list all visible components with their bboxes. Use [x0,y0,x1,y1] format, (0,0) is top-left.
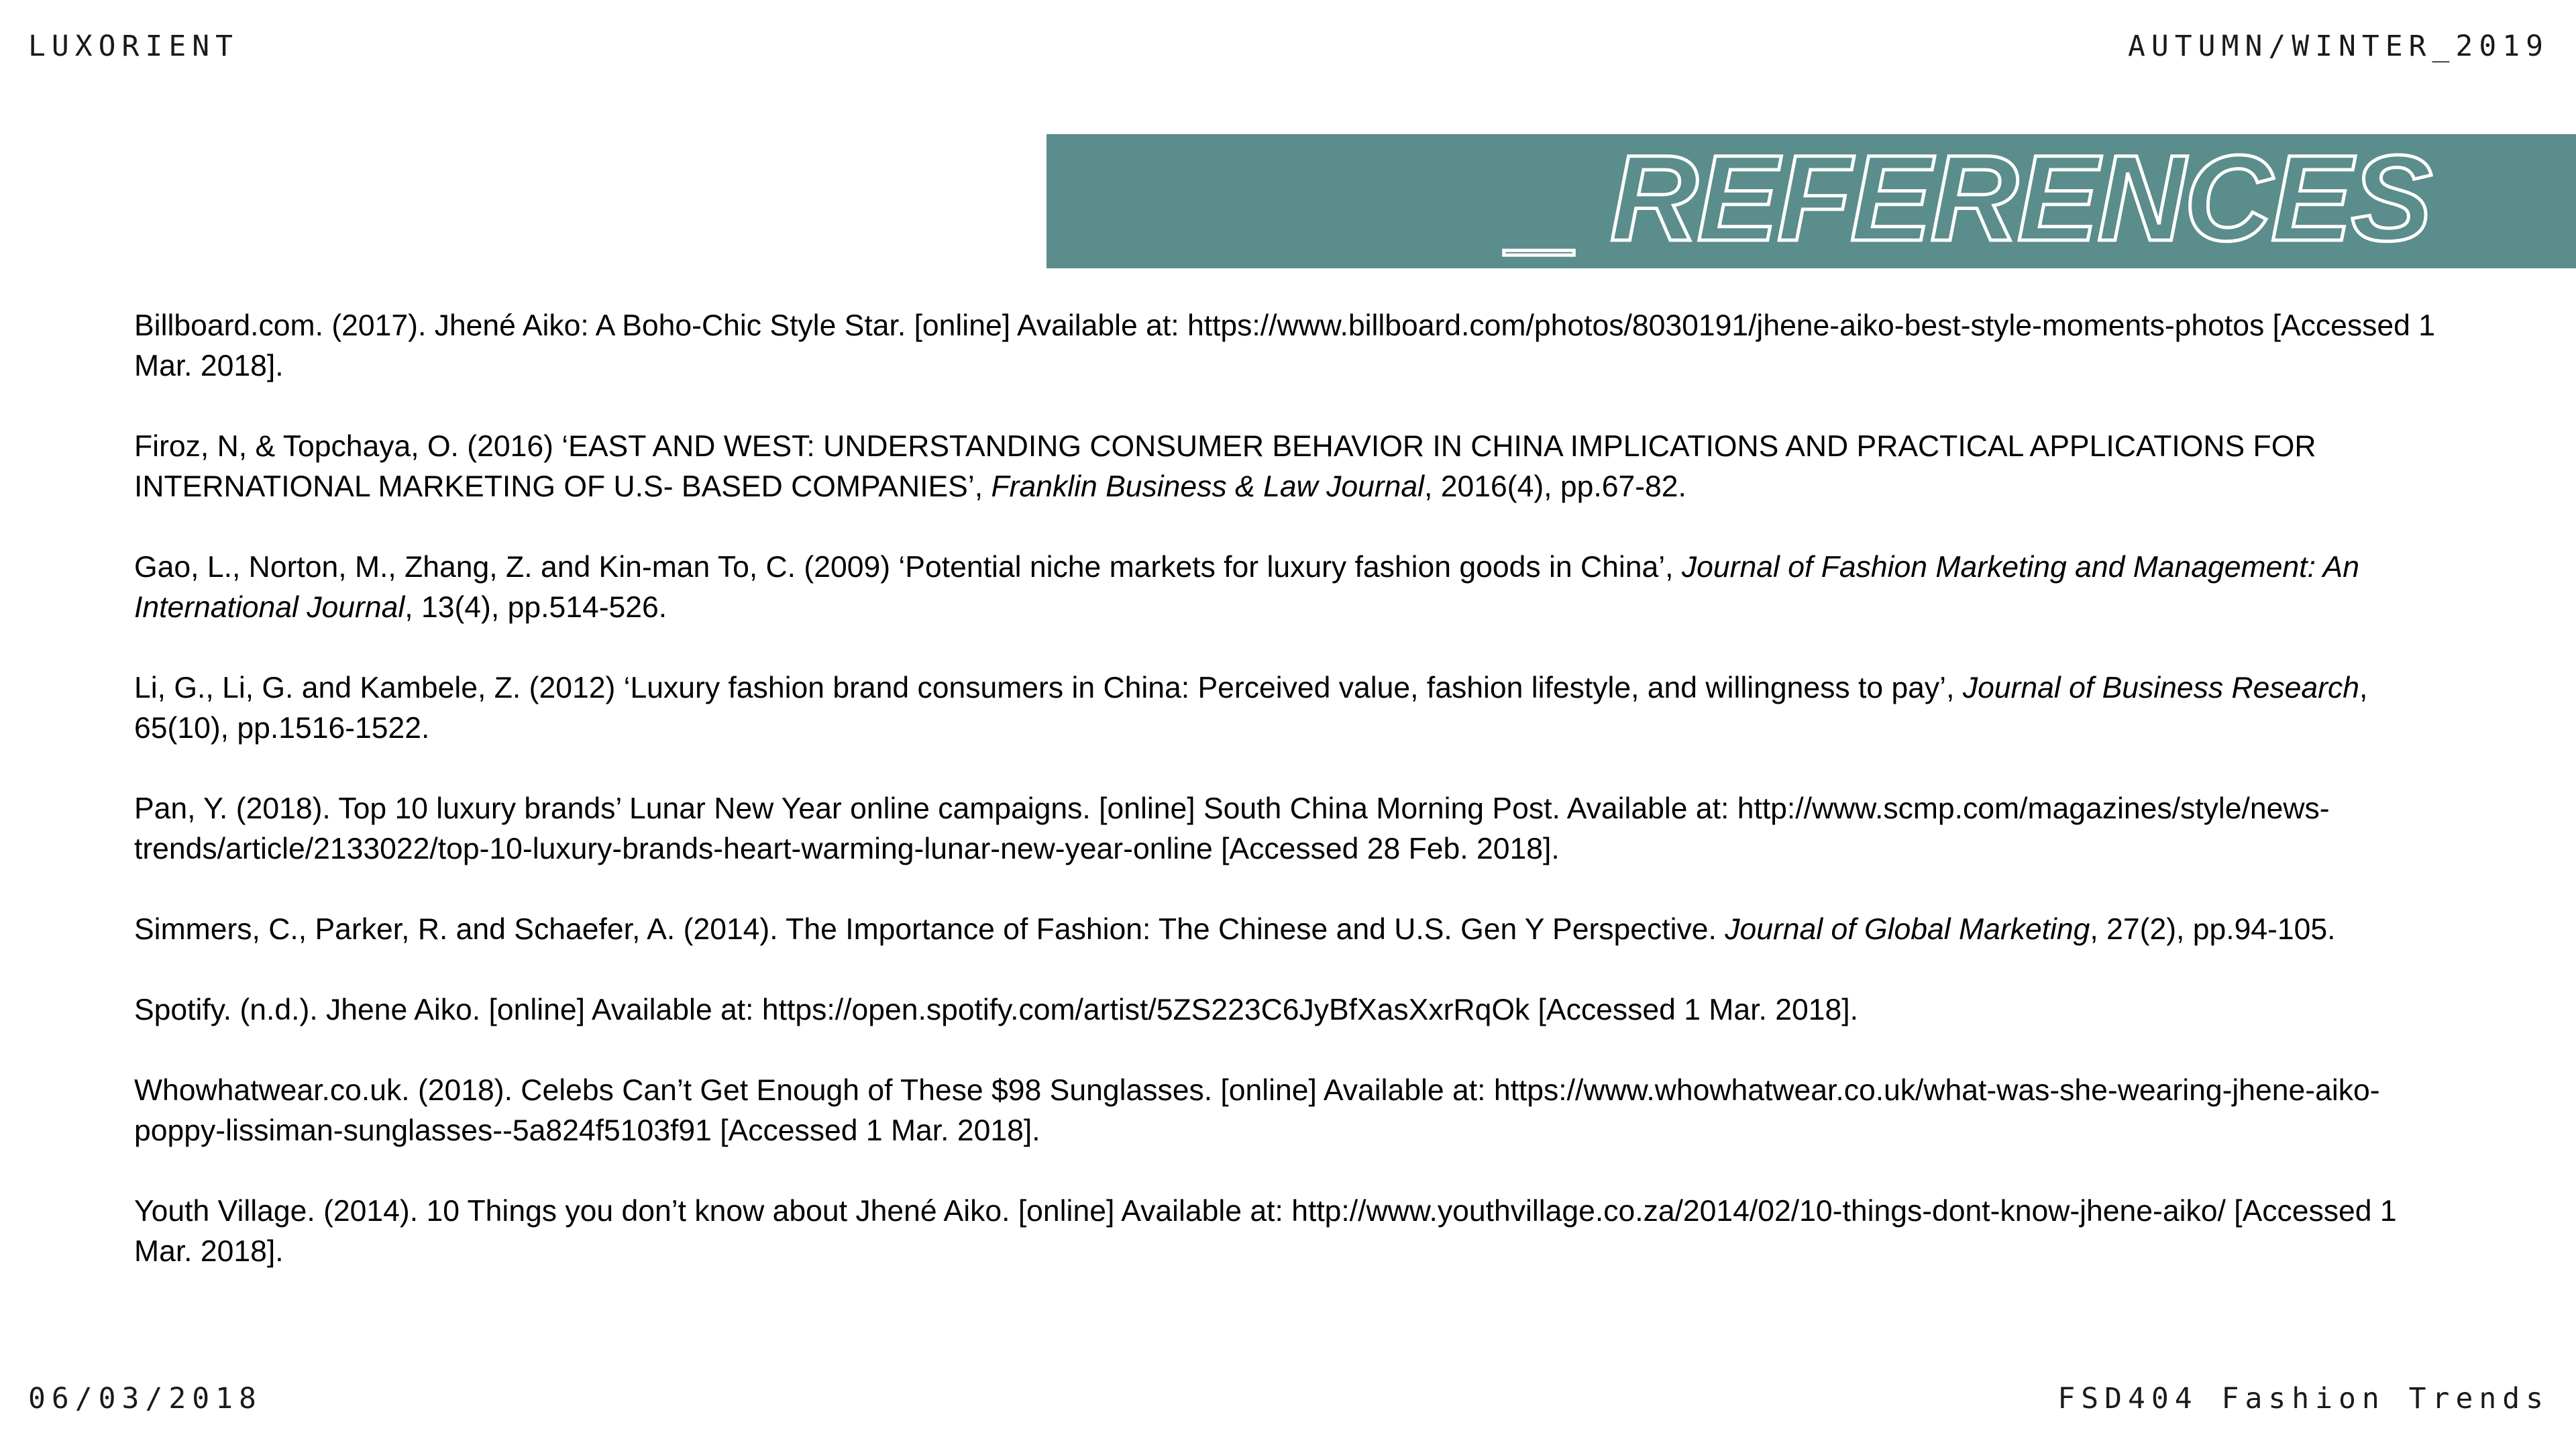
reference-item [134,668,2442,749]
reference-text: Billboard.com. (2017). Jhené Aiko: A Boho-Chic Style Star. [online] Available at: https://www.billboard.com/photos/8030191/jhene-aiko-best-style-moments-photos [Accessed 1 Mar. 2018]. [134,309,2436,382]
reference-list [134,306,2442,1272]
reference-text: Simmers, C., Parker, R. and Schaefer, A. (2014). The Importance of Fashion: The Chinese and U.S. Gen Y Perspective. [134,913,1725,946]
reference-details: , 13(4), pp.514-526. [405,591,667,624]
reference-details: , 27(2), pp.94-105. [2090,913,2336,946]
reference-item [134,1071,2442,1151]
reference-item [134,1191,2442,1272]
course-label: FSD404 Fashion Trends [2057,1382,2549,1415]
page-title: _ REFERENCES [1511,129,2431,266]
reference-item [134,789,2442,869]
reference-journal: Journal of Business Research [1962,672,2359,704]
reference-text: Youth Village. (2014). 10 Things you don’t know about Jhené Aiko. [online] Available at: http://www.youthvillage.co.za/2014/02/10-things-dont-know-jhene-aiko/ [Accessed 1 Mar. 2018]. [134,1195,2397,1268]
reference-journal: Journal of Global Marketing [1725,913,2090,946]
season-label: AUTUMN/WINTER_2019 [2128,30,2549,63]
reference-item [134,990,2442,1030]
reference-text: Li, G., Li, G. and Kambele, Z. (2012) ‘Luxury fashion brand consumers in China: Perceived value, fashion lifestyle, and willingness to pay’, [134,672,1963,704]
reference-text: Whowhatwear.co.uk. (2018). Celebs Can’t Get Enough of These $98 Sunglasses. [online] Available at: https://www.whowhatwear.co.uk/what-was-she-wearing-jhene-aiko-poppy-lissiman-sunglasses--5a824f5103f91 [Accessed 1 Mar. 2018]. [134,1074,2380,1147]
brand-label: LUXORIENT [28,30,239,63]
reference-text: Firoz, N, & Topchaya, O. (2016) ‘EAST AND WEST: UNDERSTANDING CONSUMER BEHAVIOR IN CHINA IMPLICATIONS AND PRACTICAL APPLICATIONS FOR INTERNATIONAL MARKETING OF U.S- BASED COMPANIES’, [134,430,2316,503]
reference-text: Gao, L., Norton, M., Zhang, Z. and Kin-man To, C. (2009) ‘Potential niche markets for luxury fashion goods in China’, [134,551,1682,584]
reference-text: Spotify. (n.d.). Jhene Aiko. [online] Available at: https://open.spotify.com/artist/5ZS223C6JyBfXasXxrRqOk [Accessed 1 Mar. 2018]. [134,994,1858,1026]
reference-item [134,547,2442,628]
reference-text: Pan, Y. (2018). Top 10 luxury brands’ Lunar New Year online campaigns. [online] South China Morning Post. Available at: http://www.scmp.com/magazines/style/news-trends/article/2133022/top-10-luxury-brands-heart-warming-lunar-new-year-online [Accessed 28 Feb. 2018]. [134,792,2330,865]
reference-item [134,910,2442,950]
reference-details: , 65(10), pp.1516-1522. [134,672,2368,745]
date-label: 06/03/2018 [28,1382,262,1415]
reference-item [134,427,2442,507]
reference-journal: Journal of Fashion Marketing and Management: An International Journal [134,551,2359,624]
reference-journal: Franklin Business & Law Journal [991,470,1425,503]
reference-item [134,306,2442,386]
reference-details: , 2016(4), pp.67-82. [1424,470,1686,503]
